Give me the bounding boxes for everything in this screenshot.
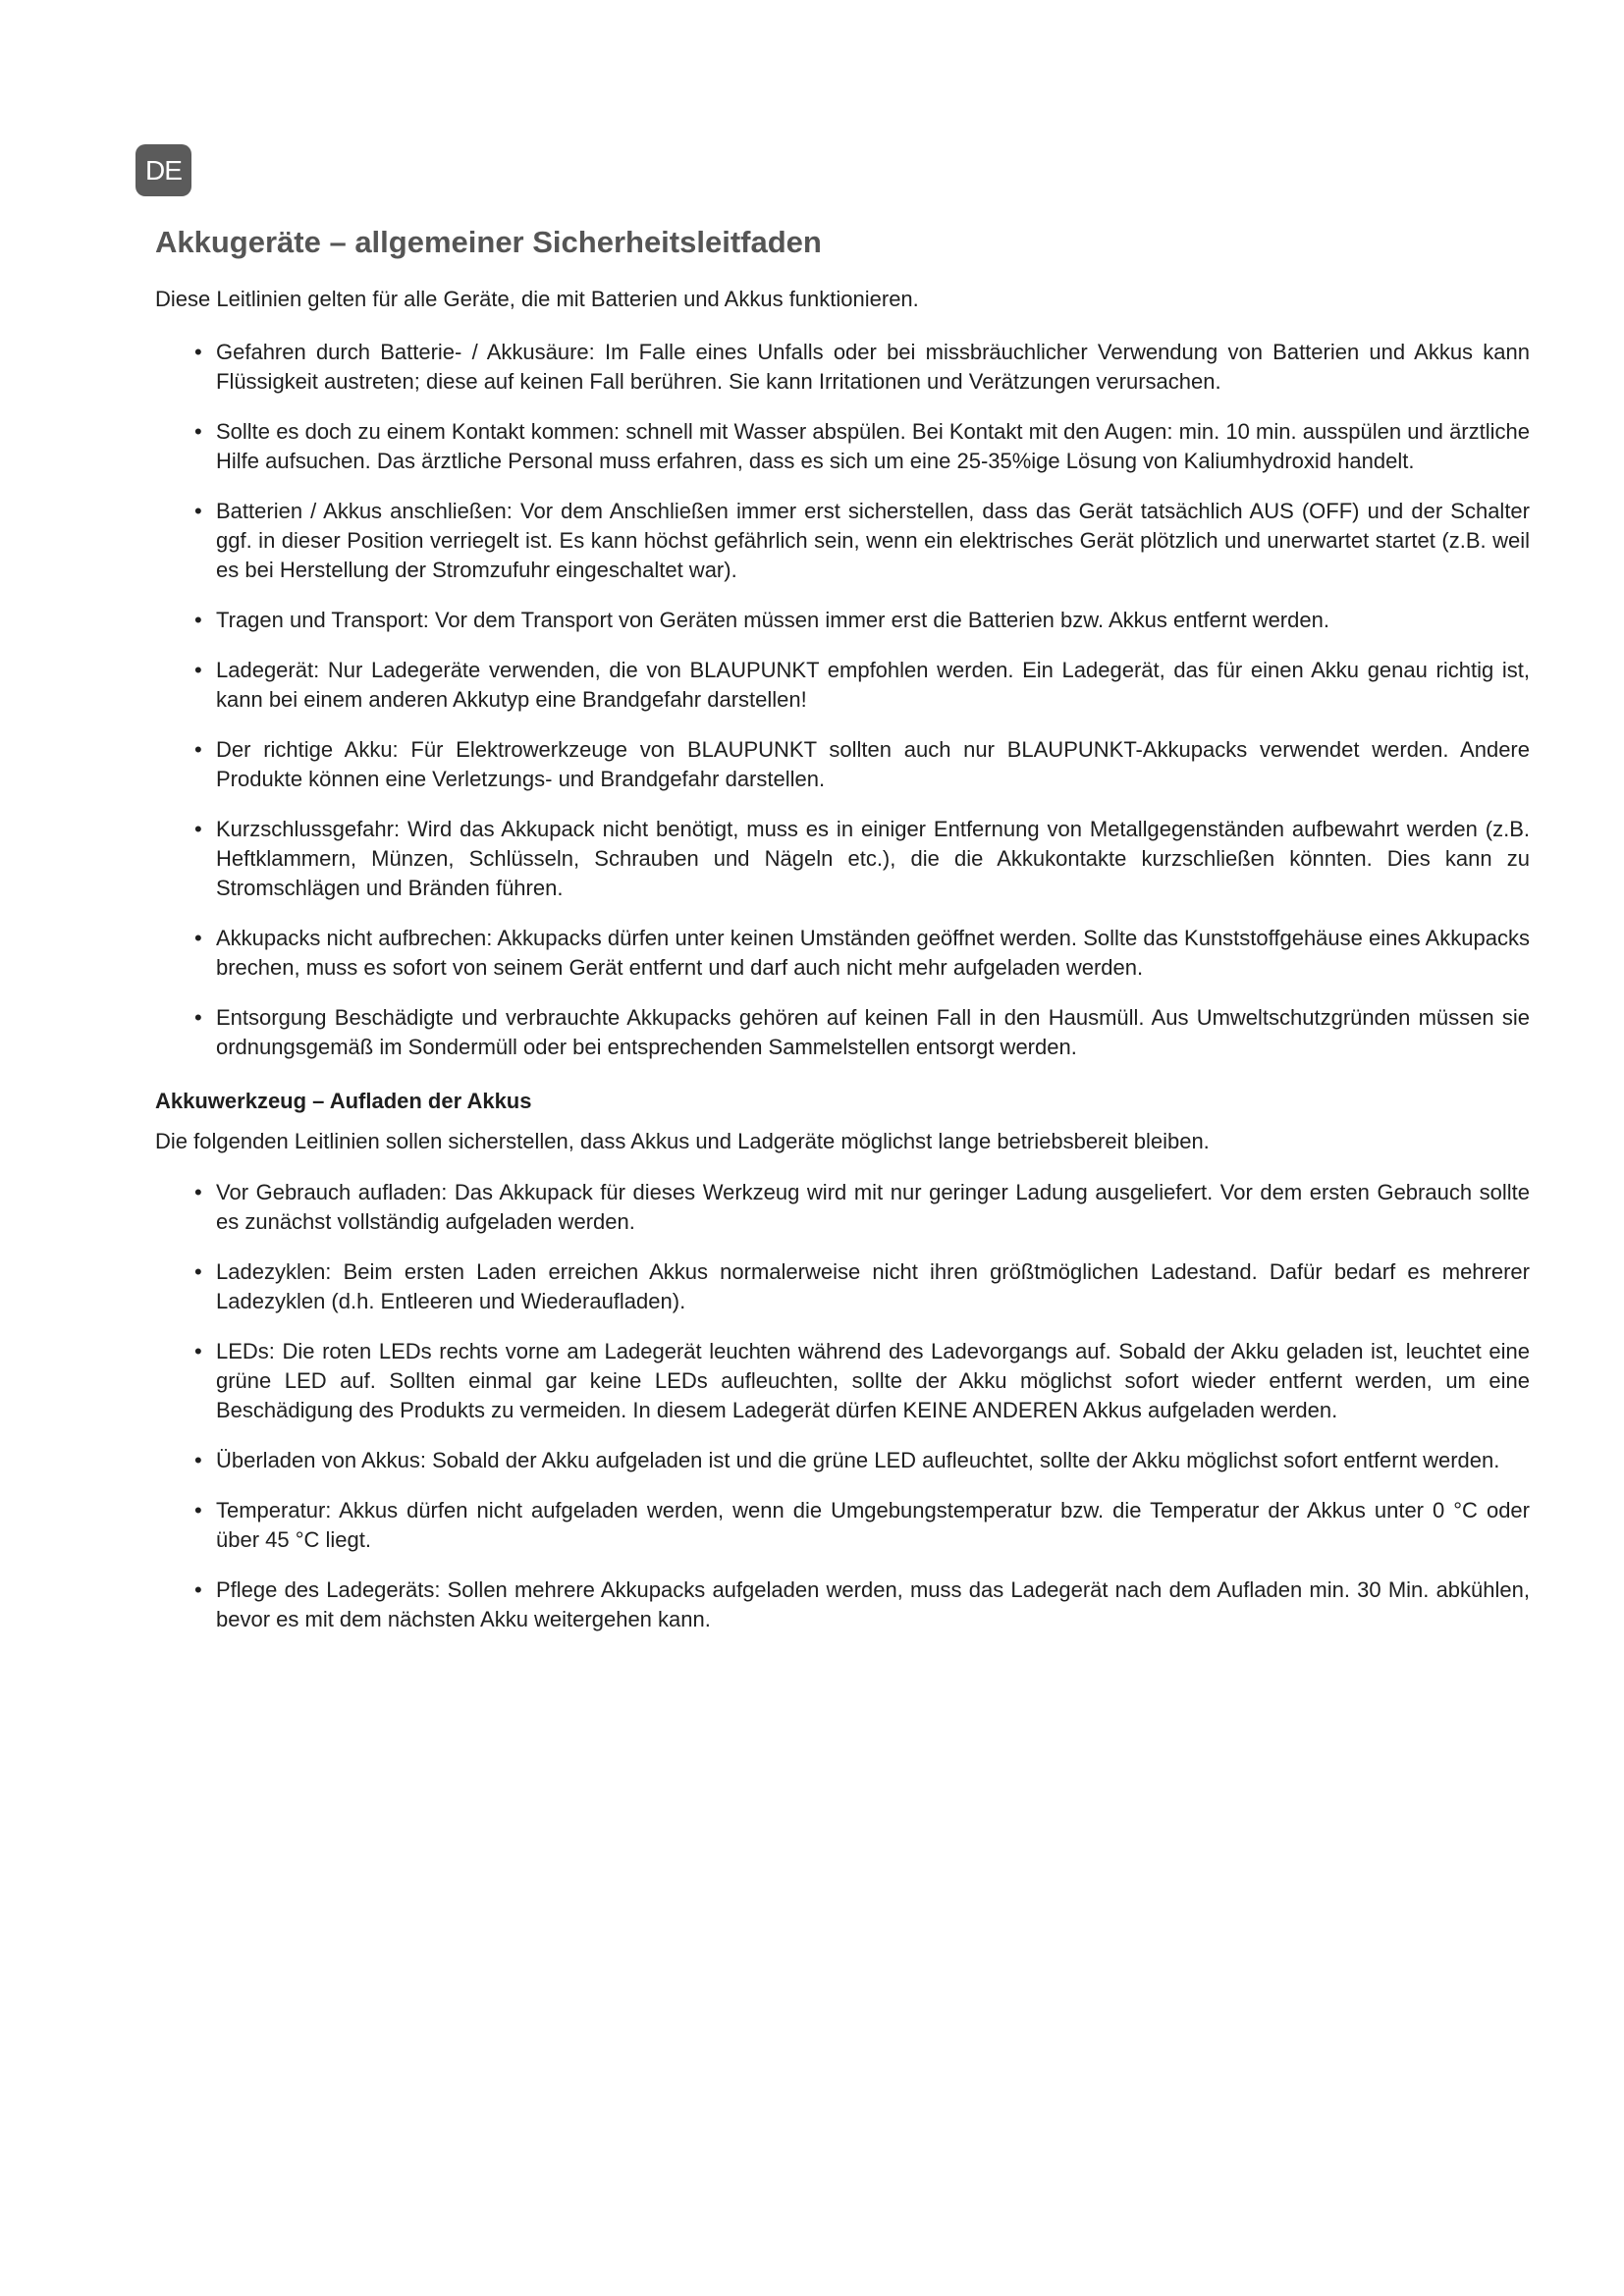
bullet-icon: • xyxy=(194,608,202,632)
list-item-text: Überladen von Akkus: Sobald der Akku aufgeladen ist und die grüne LED aufleuchtet, sollte der Akku möglichst sofort entfernt werden. xyxy=(216,1448,1500,1472)
bullet-icon: • xyxy=(194,1339,202,1363)
list-item-text: Ladegerät: Nur Ladegeräte verwenden, die von BLAUPUNKT empfohlen werden. Ein Ladegerät, das für einen Akku genau richtig ist, kann bei einem anderen Akkutyp eine Brandgefahr darstellen! xyxy=(216,658,1530,712)
list-item xyxy=(155,1496,1530,1555)
list-item xyxy=(155,497,1530,585)
bullet-icon: • xyxy=(194,1259,202,1284)
bullet-icon: • xyxy=(194,817,202,841)
list-item-text: Der richtige Akku: Für Elektrowerkzeuge von BLAUPUNKT sollten auch nur BLAUPUNKT-Akkupacks verwendet werden. Andere Produkte können eine Verletzungs- und Brandgefahr darstellen. xyxy=(216,737,1530,791)
list-item xyxy=(155,1575,1530,1634)
list-item-text: Gefahren durch Batterie- / Akkusäure: Im Falle eines Unfalls oder bei missbräuchlicher Verwendung von Batterien und Akkus kann Flüssigkeit austreten; diese auf keinen Fall berühren. Sie kann Irritationen und Verätzungen verursachen. xyxy=(216,340,1530,394)
list-item-text: Kurzschlussgefahr: Wird das Akkupack nicht benötigt, muss es in einiger Entfernung von Metallgegenständen aufbewahrt werden (z.B. Heftklammern, Münzen, Schlüsseln, Schrauben und Nägeln etc.), die die Akkukontakte kurzschließen könnten. Dies kann zu Stromschlägen und Bränden führen. xyxy=(216,817,1530,900)
bullet-icon: • xyxy=(194,1498,202,1522)
list-item-text: Batterien / Akkus anschließen: Vor dem Anschließen immer erst sicherstellen, dass das Gerät tatsächlich AUS (OFF) und der Schalter ggf. in dieser Position verriegelt ist. Es kann höchst gefährlich sein, wenn ein elektrisches Gerät plötzlich und unerwartet startet (z.B. weil es bei Herstellung der Stromzufuhr eingeschaltet war). xyxy=(216,499,1530,582)
list-item xyxy=(155,417,1530,476)
section-intro-safety: Diese Leitlinien gelten für alle Geräte, die mit Batterien und Akkus funktionieren. xyxy=(155,287,919,311)
content-area xyxy=(155,220,1530,1655)
bullet-icon: • xyxy=(194,1448,202,1472)
list-item-text: Ladezyklen: Beim ersten Laden erreichen Akkus normalerweise nicht ihren größtmöglichen Ladestand. Dafür bedarf es mehrerer Ladezyklen (d.h. Entleeren und Wiederaufladen). xyxy=(216,1259,1530,1313)
list-item xyxy=(155,1337,1530,1425)
bullet-icon: • xyxy=(194,1180,202,1204)
list-item xyxy=(155,1257,1530,1316)
safety-list xyxy=(155,338,1530,1062)
list-item-text: Akkupacks nicht aufbrechen: Akkupacks dürfen unter keinen Umständen geöffnet werden. Sollte das Kunststoffgehäuse eines Akkupacks brechen, muss es sofort von seinem Gerät entfernt und darf auch nicht mehr aufgeladen werden. xyxy=(216,926,1530,980)
list-item xyxy=(155,924,1530,983)
list-item-text: Vor Gebrauch aufladen: Das Akkupack für dieses Werkzeug wird mit nur geringer Ladung ausgeliefert. Vor dem ersten Gebrauch sollte es zunächst vollständig aufgeladen werden. xyxy=(216,1180,1530,1234)
bullet-icon: • xyxy=(194,419,202,444)
section-title-safety: Akkugeräte – allgemeiner Sicherheitsleitfaden xyxy=(155,225,822,259)
list-item xyxy=(155,1003,1530,1062)
list-item xyxy=(155,338,1530,397)
bullet-icon: • xyxy=(194,926,202,950)
list-item xyxy=(155,1446,1530,1475)
bullet-icon: • xyxy=(194,1577,202,1602)
language-badge: DE xyxy=(135,144,191,196)
bullet-icon: • xyxy=(194,340,202,364)
list-item-text: Tragen und Transport: Vor dem Transport von Geräten müssen immer erst die Batterien bzw. Akkus entfernt werden. xyxy=(216,608,1329,632)
charging-list xyxy=(155,1178,1530,1634)
list-item xyxy=(155,815,1530,903)
list-item xyxy=(155,1178,1530,1237)
list-item-text: Entsorgung Beschädigte und verbrauchte Akkupacks gehören auf keinen Fall in den Hausmüll. Aus Umweltschutzgründen müssen sie ordnungsgemäß im Sondermüll oder bei entsprechenden Sammelstellen entsorgt werden. xyxy=(216,1005,1530,1059)
section-intro-charging: Die folgenden Leitlinien sollen sicherstellen, dass Akkus und Ladgeräte möglichst lange betriebsbereit bleiben. xyxy=(155,1129,1210,1153)
list-item xyxy=(155,656,1530,715)
list-item-text: Sollte es doch zu einem Kontakt kommen: schnell mit Wasser abspülen. Bei Kontakt mit den Augen: min. 10 min. ausspülen und ärztliche Hilfe aufsuchen. Das ärztliche Personal muss erfahren, dass es sich um eine 25-35%ige Lösung von Kaliumhydroxid handelt. xyxy=(216,419,1530,473)
list-item-text: LEDs: Die roten LEDs rechts vorne am Ladegerät leuchten während des Ladevorgangs auf. Sobald der Akku geladen ist, leuchtet eine grüne LED auf. Sollten einmal gar keine LEDs aufleuchten, sollte der Akku möglichst sofort wieder entfernt werden, um eine Beschädigung des Produkts zu vermeiden. In diesem Ladegerät dürfen KEINE ANDEREN Akkus aufgeladen werden. xyxy=(216,1339,1530,1422)
list-item xyxy=(155,735,1530,794)
list-item xyxy=(155,606,1530,635)
list-item-text: Pflege des Ladegeräts: Sollen mehrere Akkupacks aufgeladen werden, muss das Ladegerät nach dem Aufladen min. 30 Min. abkühlen, bevor es mit dem nächsten Akku weitergehen kann. xyxy=(216,1577,1530,1631)
list-item-text: Temperatur: Akkus dürfen nicht aufgeladen werden, wenn die Umgebungstemperatur bzw. die Temperatur der Akkus unter 0 °C oder über 45 °C liegt. xyxy=(216,1498,1530,1552)
bullet-icon: • xyxy=(194,1005,202,1030)
bullet-icon: • xyxy=(194,658,202,682)
bullet-icon: • xyxy=(194,737,202,762)
bullet-icon: • xyxy=(194,499,202,523)
section-title-charging: Akkuwerkzeug – Aufladen der Akkus xyxy=(155,1089,532,1113)
